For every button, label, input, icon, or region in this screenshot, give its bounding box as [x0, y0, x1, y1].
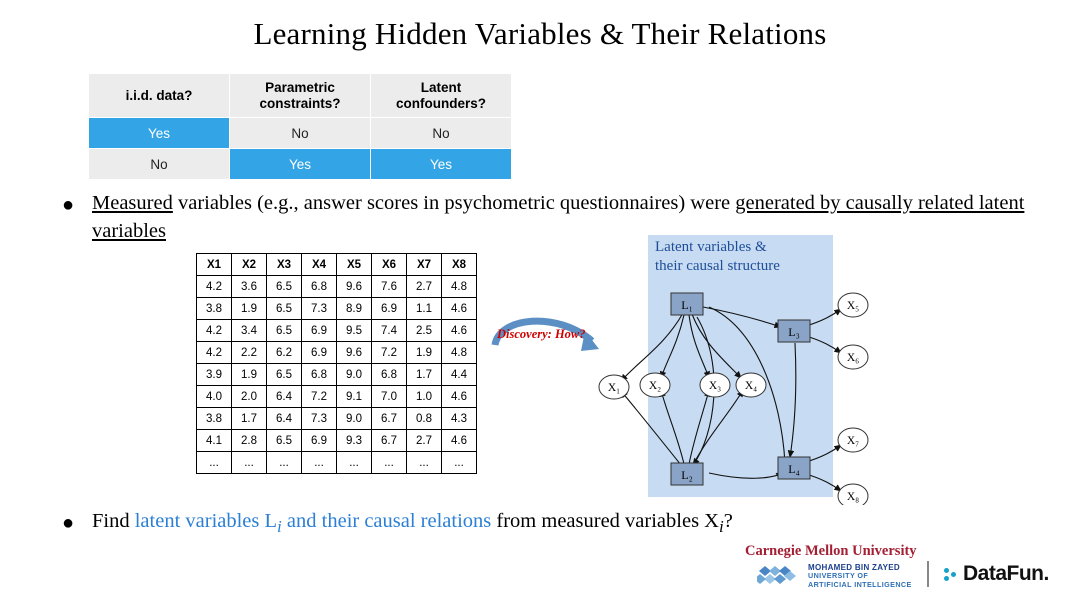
data-col-x3: X3 — [267, 254, 302, 276]
bullet2-segment-find: Find — [92, 510, 135, 532]
data-cell: ... — [232, 452, 267, 474]
bullet2-sub-i2: i — [718, 517, 724, 537]
svg-text:X₈: X₈ — [846, 491, 860, 503]
bullet-marker: ● — [62, 194, 75, 216]
data-cell: 4.2 — [197, 342, 232, 364]
svg-text:L₃: L₃ — [788, 325, 800, 339]
svg-text:L₂: L₂ — [681, 468, 693, 482]
data-col-x4: X4 — [302, 254, 337, 276]
datafun-logo — [944, 562, 1049, 586]
data-cell: 4.8 — [442, 276, 477, 298]
data-cell: 6.9 — [302, 320, 337, 342]
discovery-label: Discovery: How? — [497, 327, 586, 341]
svg-text:X₇: X₇ — [846, 435, 860, 447]
criteria-cell-latent-no: No — [371, 118, 512, 149]
table-row — [197, 430, 477, 452]
data-cell: 2.7 — [407, 276, 442, 298]
data-cell: 9.0 — [337, 408, 372, 430]
data-cell: 6.5 — [267, 276, 302, 298]
data-cell: 4.4 — [442, 364, 477, 386]
criteria-cell-iid-no: No — [89, 149, 230, 180]
criteria-cell-parametric-yes: Yes — [230, 149, 371, 180]
svg-text:X₁: X₁ — [607, 382, 621, 394]
data-cell: 3.9 — [197, 364, 232, 386]
page-title: Learning Hidden Variables & Their Relations — [253, 16, 827, 51]
data-cell: 1.0 — [407, 386, 442, 408]
data-cell: 6.4 — [267, 386, 302, 408]
data-cell: 1.7 — [407, 364, 442, 386]
datafun-wordmark: DataFun. — [963, 562, 1049, 585]
bullet2-segment-relations: and their causal relations — [281, 510, 492, 532]
cmu-logo-text: Carnegie Mellon University — [745, 543, 917, 559]
bullet-text — [92, 190, 1032, 245]
data-cell: 9.6 — [337, 276, 372, 298]
data-cell: 6.8 — [372, 364, 407, 386]
criteria-header-parametric: Parametric constraints? — [230, 74, 371, 118]
panel-caption-line2: their causal structure — [655, 257, 780, 274]
bullet2-segment-latent: latent variables L — [134, 510, 278, 532]
svg-text:X₄: X₄ — [744, 380, 758, 392]
data-cell: 9.1 — [337, 386, 372, 408]
data-cell: 7.0 — [372, 386, 407, 408]
table-row — [197, 342, 477, 364]
criteria-header-iid: i.i.d. data? — [89, 74, 230, 118]
data-cell: 6.8 — [302, 364, 337, 386]
data-cell: 1.1 — [407, 298, 442, 320]
data-col-x2: X2 — [232, 254, 267, 276]
data-cell: 4.6 — [442, 320, 477, 342]
table-row — [197, 408, 477, 430]
data-cell: 9.3 — [337, 430, 372, 452]
data-cell: ... — [197, 452, 232, 474]
data-col-x1: X1 — [197, 254, 232, 276]
bullet2-segment-question: ? — [723, 510, 733, 532]
data-cell: 9.0 — [337, 364, 372, 386]
svg-text:X₅: X₅ — [846, 300, 860, 312]
bullet-text — [92, 508, 1032, 538]
criteria-cell-iid-yes: Yes — [89, 118, 230, 149]
criteria-cell-latent-yes: Yes — [371, 149, 512, 180]
data-cell: ... — [442, 452, 477, 474]
data-cell: 7.3 — [302, 408, 337, 430]
svg-text:X₆: X₆ — [846, 352, 860, 364]
data-cell: ... — [407, 452, 442, 474]
mbzuai-line1: MOHAMED BIN ZAYED — [808, 563, 900, 572]
mbzuai-logo — [757, 563, 912, 589]
data-cell: 4.0 — [197, 386, 232, 408]
data-cell: 3.4 — [232, 320, 267, 342]
data-cell: 4.6 — [442, 386, 477, 408]
bullet1-segment-generated: generated by causally related latent variables — [92, 192, 1025, 242]
data-cell: ... — [267, 452, 302, 474]
data-col-x5: X5 — [337, 254, 372, 276]
data-cell: 2.8 — [232, 430, 267, 452]
data-cell: 6.5 — [267, 320, 302, 342]
data-col-x8: X8 — [442, 254, 477, 276]
table-row — [197, 276, 477, 298]
footer-divider — [927, 561, 929, 587]
data-cell: 7.4 — [372, 320, 407, 342]
bullet-find-latent — [62, 508, 1032, 538]
data-cell: 7.6 — [372, 276, 407, 298]
data-cell: 7.2 — [372, 342, 407, 364]
data-cell: 4.1 — [197, 430, 232, 452]
data-cell: 3.8 — [197, 408, 232, 430]
data-cell: 6.4 — [267, 408, 302, 430]
table-row — [89, 149, 512, 180]
data-cell: 9.5 — [337, 320, 372, 342]
mbzuai-line2: UNIVERSITY OF — [808, 571, 869, 581]
data-cell: 4.6 — [442, 430, 477, 452]
data-col-x6: X6 — [372, 254, 407, 276]
data-cell: ... — [302, 452, 337, 474]
measured-data-table — [196, 253, 477, 474]
mbzuai-line3: ARTIFICIAL INTELLIGENCE — [808, 579, 912, 589]
data-cell: 1.9 — [407, 342, 442, 364]
causal-graph — [585, 235, 885, 505]
panel-caption-line1: Latent variables & — [655, 239, 767, 255]
data-cell: 4.3 — [442, 408, 477, 430]
table-row — [197, 386, 477, 408]
data-table-header-row — [197, 254, 477, 276]
data-cell: 1.9 — [232, 364, 267, 386]
data-cell: 6.2 — [267, 342, 302, 364]
data-cell: 3.6 — [232, 276, 267, 298]
data-cell: 6.5 — [267, 430, 302, 452]
criteria-header-latent: Latent confounders? — [371, 74, 512, 118]
criteria-cell-parametric-no: No — [230, 118, 371, 149]
bullet2-segment-measured: from measured variables X — [491, 510, 719, 532]
data-cell: 0.8 — [407, 408, 442, 430]
data-cell: 7.2 — [302, 386, 337, 408]
data-col-x7: X7 — [407, 254, 442, 276]
data-cell: 6.9 — [372, 298, 407, 320]
data-cell: 3.8 — [197, 298, 232, 320]
data-cell: 9.6 — [337, 342, 372, 364]
data-cell: 2.0 — [232, 386, 267, 408]
table-row — [197, 298, 477, 320]
data-cell: 6.7 — [372, 408, 407, 430]
data-cell: 1.9 — [232, 298, 267, 320]
bullet1-segment-middle: variables (e.g., answer scores in psychometric questionnaires) were — [172, 192, 736, 214]
datafun-mark-icon — [944, 566, 961, 583]
data-cell: 7.3 — [302, 298, 337, 320]
data-cell: 4.2 — [197, 320, 232, 342]
svg-text:X₃: X₃ — [708, 380, 722, 392]
criteria-table — [88, 73, 512, 180]
table-row — [89, 118, 512, 149]
data-cell: 8.9 — [337, 298, 372, 320]
svg-text:L₁: L₁ — [681, 298, 693, 312]
panel-caption — [655, 238, 780, 276]
table-row — [197, 364, 477, 386]
mbzuai-text-block — [808, 563, 912, 589]
data-cell: 1.7 — [232, 408, 267, 430]
data-cell: ... — [372, 452, 407, 474]
bullet1-segment-measured: Measured — [92, 192, 173, 214]
criteria-table-header-row — [89, 74, 512, 118]
data-cell: 2.5 — [407, 320, 442, 342]
mbzuai-mark-icon — [757, 563, 801, 589]
data-cell: 6.5 — [267, 298, 302, 320]
bullet-marker: ● — [62, 512, 75, 534]
table-row — [197, 320, 477, 342]
table-row — [197, 452, 477, 474]
bullet-measured-variables — [62, 190, 1032, 245]
data-cell: 6.9 — [302, 430, 337, 452]
data-cell: 6.7 — [372, 430, 407, 452]
data-cell: 6.9 — [302, 342, 337, 364]
data-cell: 6.8 — [302, 276, 337, 298]
data-cell: ... — [337, 452, 372, 474]
svg-text:L₄: L₄ — [788, 462, 800, 476]
data-cell: 2.2 — [232, 342, 267, 364]
data-cell: 2.7 — [407, 430, 442, 452]
data-cell: 4.8 — [442, 342, 477, 364]
data-cell: 4.6 — [442, 298, 477, 320]
data-cell: 6.5 — [267, 364, 302, 386]
svg-text:X₂: X₂ — [648, 380, 662, 392]
bullet2-sub-i: i — [277, 517, 282, 537]
data-cell: 4.2 — [197, 276, 232, 298]
